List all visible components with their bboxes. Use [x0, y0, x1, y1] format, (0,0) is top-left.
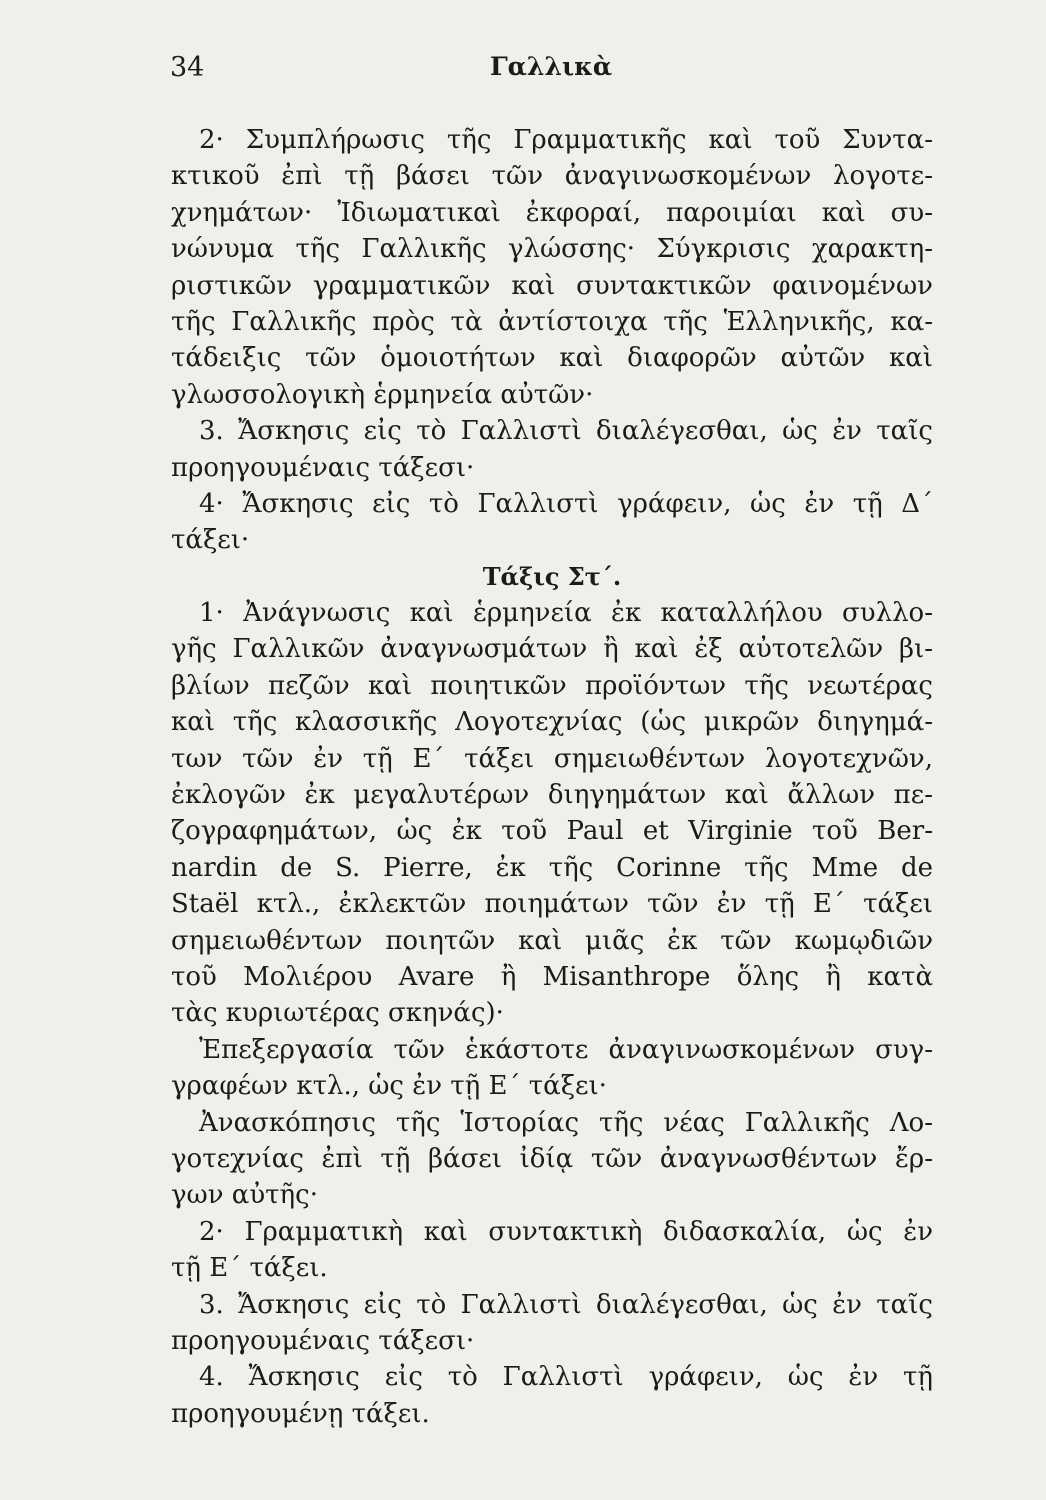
text-line: τοῦ Μολιέρου Avare ἢ Misanthrope ὅλης ἢ κατὰ — [171, 961, 933, 992]
text-line: τάξει· — [171, 525, 250, 556]
text-line: των τῶν ἐν τῇ Ε΄ τάξει σημειωθέντων λογοτεχνῶν, — [171, 743, 933, 774]
text-line: 4. Ἄσκησις εἰς τὸ Γαλλιστὶ γράφειν, ὡς ἐν τῇ — [199, 1362, 933, 1393]
text-line: τάδειξις τῶν ὁμοιοτήτων καὶ διαφορῶν αὐτῶν καὶ — [171, 343, 933, 374]
text-line: γλωσσολογικὴ ἑρμηνεία αὐτῶν· — [171, 379, 594, 410]
text-line: τὰς κυριωτέρας σκηνάς)· — [171, 998, 504, 1029]
text-line: 2· Γραμματικὴ καὶ συντακτικὴ διδασκαλία, ὡς ἐν — [199, 1216, 933, 1247]
text-line: Ἐπεξεργασία τῶν ἑκάστοτε ἀναγινωσκομένων συγ- — [199, 1034, 933, 1065]
text-line: τῆς Γαλλικῆς πρὸς τὰ ἀντίστοιχα τῆς Ἑλληνικῆς, κα- — [171, 306, 933, 337]
text-line: γων αὐτῆς· — [171, 1180, 318, 1211]
text-line: γῆς Γαλλικῶν ἀναγνωσμάτων ἢ καὶ ἐξ αὐτοτελῶν βι- — [171, 634, 933, 665]
text-line: 3. Ἄσκησις εἰς τὸ Γαλλιστὶ διαλέγεσθαι, ὡς ἐν ταῖς — [199, 1289, 933, 1320]
text-line: 1· Ἀνάγνωσις καὶ ἑρμηνεία ἐκ καταλλήλου συλλο- — [199, 598, 933, 629]
text-line: nardin de S. Pierre, ἐκ τῆς Corinne τῆς Mme de — [171, 852, 933, 883]
body-text — [171, 122, 933, 1432]
text-line: Staël κτλ., ἐκλεκτῶν ποιημάτων τῶν ἐν τῇ Ε΄ τάξει — [171, 889, 933, 920]
running-title: Γαλλικὰ — [489, 52, 613, 81]
text-line: γραφέων κτλ., ὡς ἐν τῇ Ε΄ τάξει· — [171, 1071, 607, 1102]
page-header — [170, 52, 932, 92]
text-line: βλίων πεζῶν καὶ ποιητικῶν προϊόντων τῆς νεωτέρας — [171, 670, 933, 701]
text-line: 3. Ἄσκησις εἰς τὸ Γαλλιστὶ διαλέγεσθαι, ὡς ἐν ταῖς — [199, 416, 933, 447]
text-line: ἐκλογῶν ἐκ μεγαλυτέρων διηγημάτων καὶ ἄλλων πε- — [171, 780, 933, 811]
text-line: 2· Συμπλήρωσις τῆς Γραμματικῆς καὶ τοῦ Συντα- — [199, 125, 933, 155]
text-line: ριστικῶν γραμματικῶν καὶ συντακτικῶν φαινομένων — [171, 270, 933, 301]
section-heading: Τάξις Στ΄. — [482, 561, 622, 591]
text-line: κτικοῦ ἐπὶ τῇ βάσει τῶν ἀναγινωσκομένων λογοτε- — [171, 161, 933, 192]
text-line: Ἀνασκόπησις τῆς Ἱστορίας τῆς νέας Γαλλικῆς Λο- — [199, 1107, 933, 1138]
text-line: τῇ Ε΄ τάξει. — [171, 1253, 328, 1284]
text-line: σημειωθέντων ποιητῶν καὶ μιᾶς ἐκ τῶν κωμῳδιῶν — [171, 925, 933, 956]
text-line: προηγουμέναις τάξεσι· — [171, 452, 475, 483]
text-line: προηγουμέναις τάξεσι· — [171, 1325, 475, 1356]
text-line: καὶ τῆς κλασσικῆς Λογοτεχνίας (ὡς μικρῶν διηγημά- — [171, 707, 933, 738]
page-number: 34 — [170, 52, 205, 83]
text-line: προηγουμένῃ τάξει. — [171, 1398, 430, 1429]
text-line: χνημάτων· Ἰδιωματικαὶ ἐκφοραί, παροιμίαι καὶ συ- — [171, 197, 933, 228]
text-line: νώνυμα τῆς Γαλλικῆς γλώσσης· Σύγκρισις χαρακτη- — [171, 234, 933, 265]
text-line: γοτεχνίας ἐπὶ τῇ βάσει ἰδίᾳ τῶν ἀναγνωσθέντων ἔρ- — [171, 1143, 933, 1174]
text-line: 4· Ἄσκησις εἰς τὸ Γαλλιστὶ γράφειν, ὡς ἐν τῇ Δ΄ — [199, 488, 933, 519]
text-line: ζογραφημάτων, ὡς ἐκ τοῦ Paul et Virginie τοῦ Ber- — [171, 816, 933, 847]
